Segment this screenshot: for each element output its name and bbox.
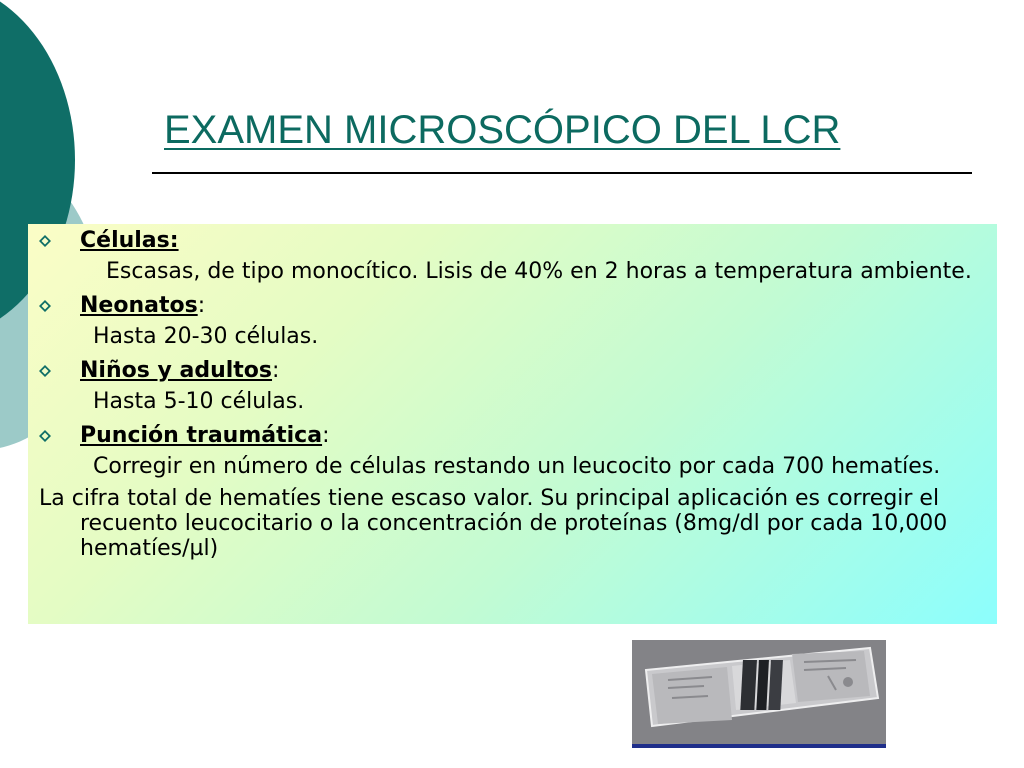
content-box	[28, 224, 997, 624]
diamond-bullet-icon	[39, 430, 51, 442]
bullet-item-puncion-traumatica	[39, 423, 983, 448]
diamond-bullet-icon	[39, 365, 51, 377]
bullet-detail-text: Hasta 20-30 células.	[93, 324, 319, 349]
counting-chamber-photo	[632, 640, 886, 748]
bullet-heading-suffix: :	[197, 293, 206, 318]
summary-paragraph: La cifra total de hematíes tiene escaso valor. Su principal aplicación es corregir el recuento leucocitario o la concentración de proteínas (8mg/dl por cada 10,000 hematíes/µl)	[39, 486, 948, 561]
bullet-heading-suffix: :	[272, 358, 280, 383]
diamond-bullet-icon	[39, 300, 51, 312]
bullet-detail-text: Corregir en número de células restando un leucocito por cada 700 hematíes.	[93, 454, 941, 479]
bullet-heading: Células:	[80, 228, 179, 253]
diamond-bullet-icon	[39, 235, 51, 247]
title-divider	[152, 172, 972, 174]
bullet-detail	[39, 389, 983, 414]
bullet-heading: Neonatos	[80, 293, 198, 318]
bullet-item-celulas	[39, 228, 983, 253]
bullet-heading: Niños y adultos	[80, 358, 273, 383]
bullet-detail-text: Hasta 5-10 células.	[93, 389, 305, 414]
counting-chamber-illustration	[632, 640, 886, 744]
bullet-detail	[39, 454, 983, 479]
bullet-detail	[39, 324, 983, 349]
bullet-detail-text: Escasas, de tipo monocítico. Lisis de 40% en 2 horas a temperatura ambiente.	[106, 259, 972, 284]
bullet-detail	[39, 259, 983, 284]
bullet-heading: Punción traumática	[80, 423, 323, 448]
bullet-item-neonatos	[39, 293, 983, 318]
slide-title: EXAMEN MICROSCÓPICO DEL LCR	[164, 108, 841, 152]
bullet-heading-suffix: :	[322, 423, 330, 448]
bullet-item-ninos-adultos	[39, 358, 983, 383]
